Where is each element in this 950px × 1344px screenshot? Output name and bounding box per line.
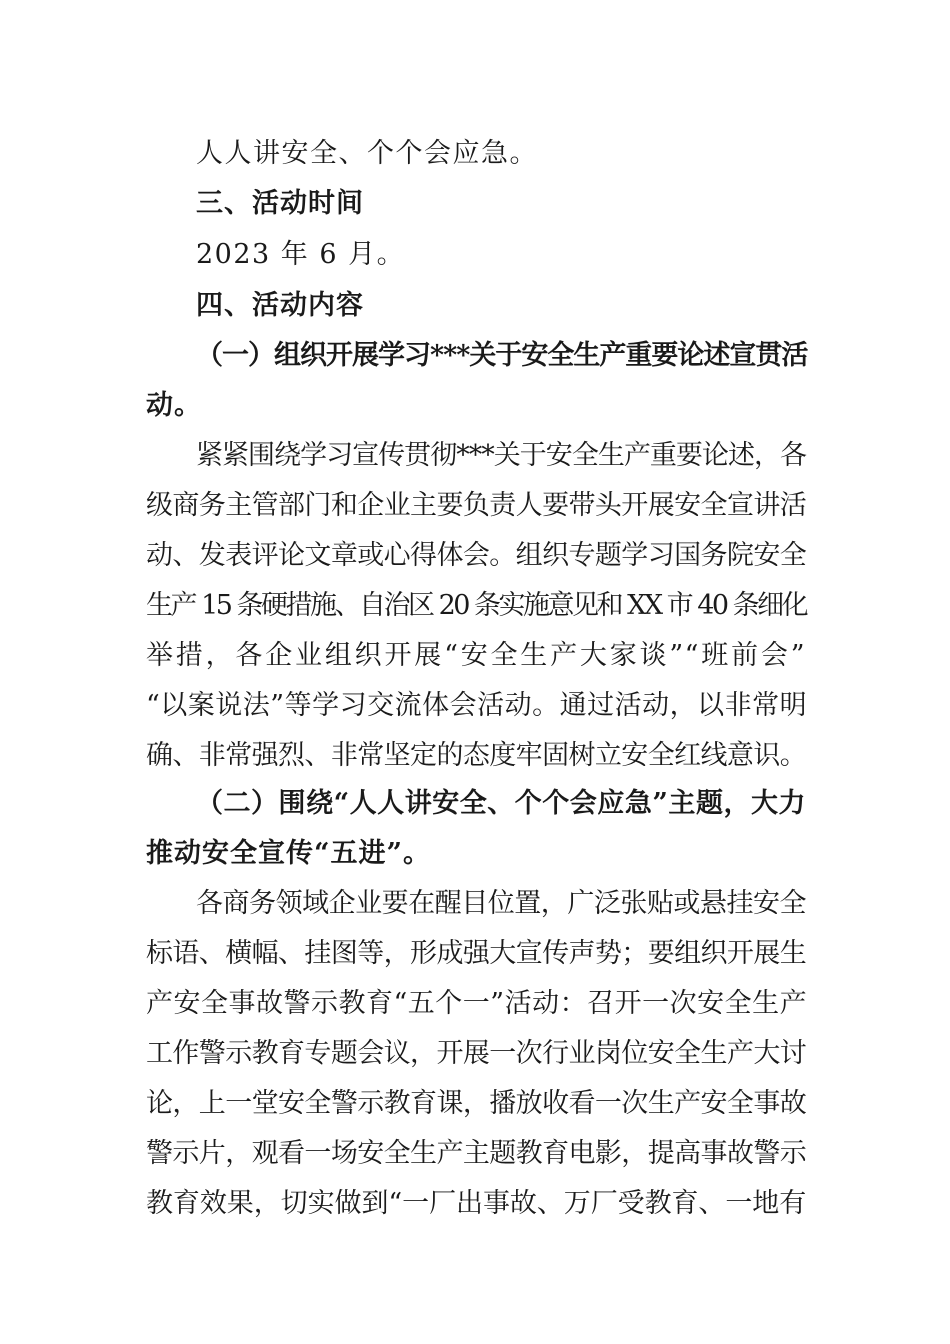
paragraph-line: 各商务领域企业要在醒目位置，广泛张贴或悬挂安全: [196, 888, 806, 919]
subsection-heading-2: （二）围绕“人人讲安全、个个会应急”主题，大力: [196, 788, 806, 819]
paragraph-line: 生产 15 条硬措施、自治区 20 条实施意见和 XX 市 40 条细化: [146, 590, 807, 621]
subsection-heading-2-cont: 推动安全宣传“五进”。: [146, 838, 432, 869]
paragraph-line: 产安全事故警示教育“五个一”活动：召开一次安全生产: [146, 988, 808, 1019]
paragraph-line: 标语、横幅、挂图等，形成强大宣传声势；要组织开展生: [146, 938, 806, 969]
paragraph-line: 紧紧围绕学习宣传贯彻***关于安全生产重要论述，各: [196, 440, 806, 471]
paragraph-line: 人人讲安全、个个会应急。: [196, 138, 538, 169]
paragraph-line: 确、非常强烈、非常坚定的态度牢固树立安全红线意识。: [146, 740, 806, 771]
paragraph-line: “以案说法”等学习交流体会活动。通过活动，以非常明: [146, 690, 808, 721]
paragraph-line: 2023 年 6 月。: [196, 239, 406, 270]
section-heading-activity-time: 三、活动时间: [196, 188, 364, 219]
paragraph-line: 动、发表评论文章或心得体会。组织专题学习国务院安全: [146, 540, 806, 571]
paragraph-line: 举措，各企业组织开展“安全生产大家谈”“班前会”: [146, 640, 806, 671]
paragraph-line: 警示片，观看一场安全生产主题教育电影，提高事故警示: [146, 1138, 806, 1169]
paragraph-line: 级商务主管部门和企业主要负责人要带头开展安全宣讲活: [146, 490, 806, 521]
paragraph-line: 教育效果，切实做到“一厂出事故、万厂受教育、一地有: [146, 1188, 806, 1219]
subsection-heading-1: （一）组织开展学习***关于安全生产重要论述宣贯活: [196, 340, 808, 371]
section-heading-activity-content: 四、活动内容: [196, 290, 364, 321]
paragraph-line: 论，上一堂安全警示教育课，播放收看一次生产安全事故: [146, 1088, 806, 1119]
paragraph-line: 工作警示教育专题会议，开展一次行业岗位安全生产大讨: [146, 1038, 806, 1069]
subsection-heading-1-cont: 动。: [146, 390, 202, 421]
